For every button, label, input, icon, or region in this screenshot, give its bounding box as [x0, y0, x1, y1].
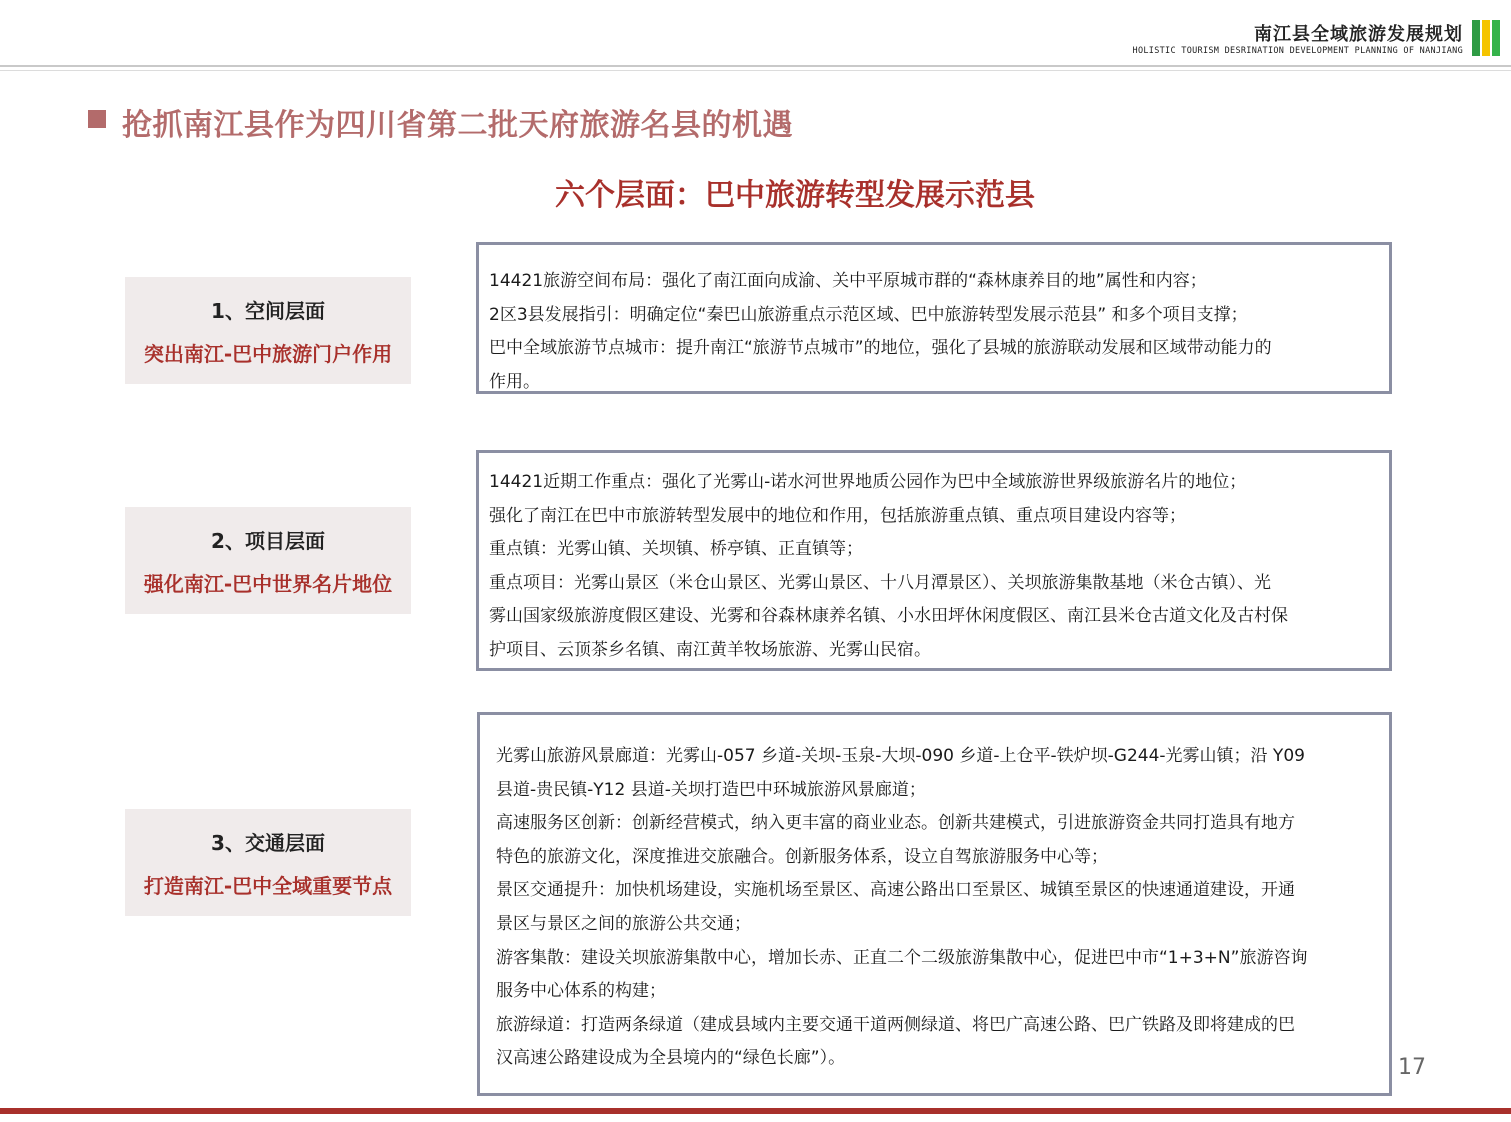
content-line: 汉高速公路建设成为全县境内的“绿色长廊”）。 [496, 1048, 846, 1069]
footer-divider [0, 1108, 1511, 1114]
content-line: 景区与景区之间的旅游公共交通； [496, 913, 751, 934]
section-label-box [125, 507, 411, 614]
content-line: 14421旅游空间布局：强化了南江面向成渝、关中平原城市群的“森林康养目的地”属性和内容； [489, 271, 1207, 291]
content-line: 服务中心体系的构建； [496, 981, 666, 1002]
content-line: 2区3县发展指引：明确定位“秦巴山旅游重点示范区域、巴中旅游转型发展示范县” 和多个项目支撑； [489, 304, 1248, 325]
content-line: 旅游绿道：打造两条绿道（建成县域内主要交通干道两侧绿道、将巴广高速公路、巴广铁路及即将建成的巴 [496, 1014, 1295, 1035]
page-heading: 抢抓南江县作为四川省第二批天府旅游名县的机遇 [122, 108, 793, 143]
content-line: 雾山国家级旅游度假区建设、光雾和谷森林康养名镇、小水田坪休闲度假区、南江县米仓古道文化及古村保 [489, 606, 1288, 627]
section-content-box [476, 450, 1392, 671]
logo-bar-yellow [1482, 20, 1490, 56]
section-label-subtitle: 打造南江-巴中全域重要节点 [143, 873, 393, 898]
content-line: 特色的旅游文化，深度推进交旅融合。创新服务体系，设立自驾旅游服务中心等； [496, 846, 1108, 867]
content-line: 强化了南江在巴中市旅游转型发展中的地位和作用，包括旅游重点镇、重点项目建设内容等； [489, 505, 1186, 526]
content-line: 作用。 [489, 371, 540, 392]
content-line: 护项目、云顶茶乡名镇、南江黄羊牧场旅游、光雾山民宿。 [489, 639, 931, 660]
content-line: 景区交通提升：加快机场建设，实施机场至景区、高速公路出口至景区、城镇至景区的快速通道建设，开通 [496, 880, 1295, 901]
content-line: 县道-贵民镇-Y12 县道-关坝打造巴中环城旅游风景廊道； [496, 779, 926, 800]
section-label-subtitle: 突出南江-巴中旅游门户作用 [143, 341, 393, 366]
content-line: 光雾山旅游风景廊道：光雾山-057 乡道-关坝-玉泉-大坝-090 乡道-上仓平-铁炉坝-G244-光雾山镇；沿 Y09 [496, 746, 1305, 766]
header-divider [0, 65, 1511, 67]
content-line: 游客集散：建设关坝旅游集散中心，增加长赤、正直二个二级旅游集散中心，促进巴中市“1+3+N”旅游咨询 [496, 947, 1308, 968]
page-number: 17 [1398, 1055, 1426, 1080]
section-label-title: 1、空间层面 [211, 298, 325, 323]
content-line: 重点项目：光雾山景区（米仓山景区、光雾山景区、十八月潭景区）、关坝旅游集散基地（米仓古镇）、光 [489, 572, 1271, 593]
logo-bar-light-green [1492, 20, 1500, 56]
header-divider-secondary [0, 70, 1511, 71]
section-content-box [477, 712, 1392, 1096]
content-line: 巴中全域旅游节点城市：提升南江“旅游节点城市”的地位，强化了县城的旅游联动发展和区域带动能力的 [489, 338, 1272, 359]
section-label-title: 2、项目层面 [211, 528, 325, 553]
content-line: 高速服务区创新：创新经营模式，纳入更丰富的商业业态。创新共建模式，引进旅游资金共同打造具有地方 [496, 813, 1295, 834]
section-label-box [125, 277, 411, 384]
section-subheading: 六个层面：巴中旅游转型发展示范县 [555, 178, 1035, 213]
document-subtitle: HOLISTIC TOURISM DESRINATION DEVELOPMENT PLANNING OF NANJIANG [1132, 46, 1463, 56]
heading-bullet-icon [88, 110, 106, 128]
section-label-subtitle: 强化南江-巴中世界名片地位 [143, 571, 393, 596]
section-content-box [476, 242, 1392, 394]
content-line: 重点镇：光雾山镇、关坝镇、桥亭镇、正直镇等； [489, 539, 863, 560]
document-title: 南江县全域旅游发展规划 [1254, 24, 1463, 45]
logo-bar-green [1472, 20, 1480, 56]
section-label-title: 3、交通层面 [211, 830, 325, 855]
section-label-box [125, 809, 411, 916]
logo-bars-icon [1472, 20, 1500, 56]
content-line: 14421近期工作重点：强化了光雾山-诺水河世界地质公园作为巴中全域旅游世界级旅游名片的地位； [489, 472, 1247, 492]
